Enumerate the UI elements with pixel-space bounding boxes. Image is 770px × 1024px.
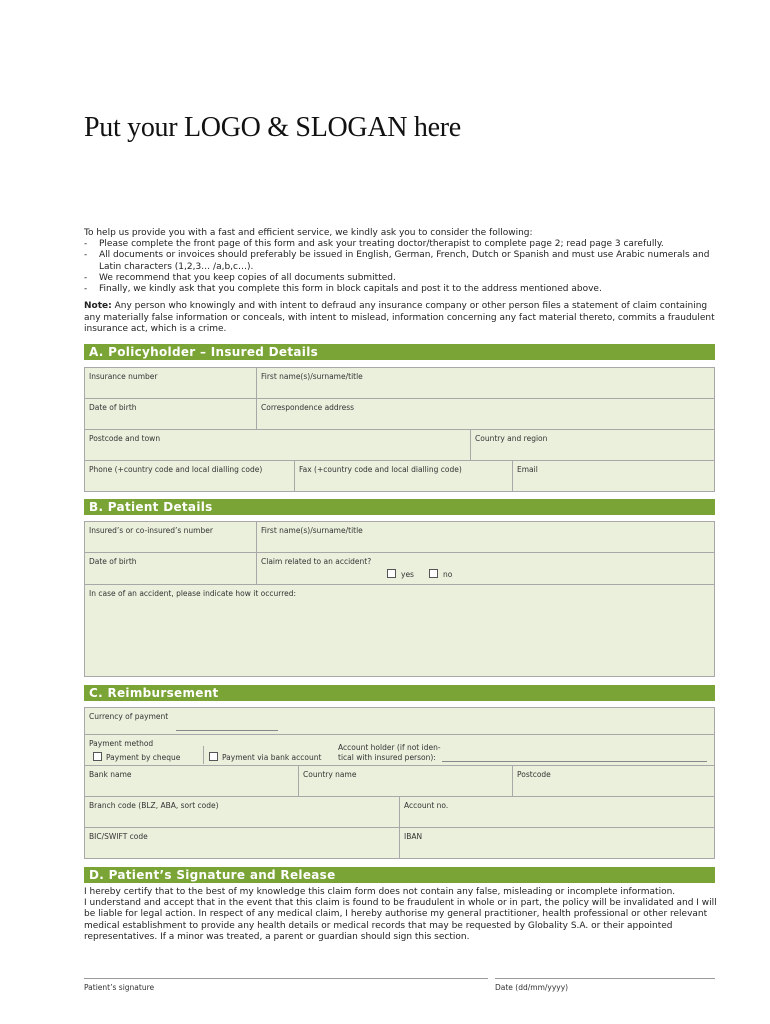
policyholder-name-label: First name(s)/surname/title <box>261 372 363 381</box>
fax-label: Fax (+country code and local dialling code) <box>299 465 462 474</box>
account-holder-label-line1: Account holder (if not iden- <box>338 743 441 752</box>
note-text: Any person who knowingly and with intent to defraud any insurance company or other person files a statement of claim containing any materially false information or conceals, with intent to mislead, information concerning any fact material thereto, commits a fraudulent insurance act, which is a crime. <box>84 301 715 335</box>
currency-underline <box>176 730 278 731</box>
patient-dob-label: Date of birth <box>89 557 137 566</box>
correspondence-address-field[interactable] <box>256 398 715 430</box>
intro-bullet-text: Please complete the front page of this form and ask your treating doctor/therapist to complete page 2; read page 3 carefully. <box>99 239 664 250</box>
bank-name-field[interactable] <box>84 765 299 797</box>
patient-name-label: First name(s)/surname/title <box>261 526 363 535</box>
phone-field[interactable] <box>84 460 295 492</box>
payment-method-divider <box>203 746 204 764</box>
section-d-header: D. Patient’s Signature and Release <box>84 867 715 883</box>
bic-swift-label: BIC/SWIFT code <box>89 832 148 841</box>
release-statement <box>84 887 720 943</box>
iban-label: IBAN <box>404 832 423 841</box>
date-label: Date (dd/mm/yyyy) <box>495 983 569 992</box>
intro-instructions <box>84 228 724 295</box>
policyholder-dob-label: Date of birth <box>89 403 137 412</box>
accident-no-label: no <box>443 570 453 579</box>
accident-no-checkbox[interactable] <box>429 569 438 578</box>
correspondence-address-label: Correspondence address <box>261 403 355 412</box>
bank-account-label: Payment via bank account <box>222 753 322 762</box>
postcode-town-label: Postcode and town <box>89 434 161 443</box>
intro-bullet-text: All documents or invoices should preferably be issued in English, German, French, Dutch or Spanish and must use Arabic numerals and Latin characters (1,2,3… /a,b,c…). <box>99 250 710 272</box>
bank-postcode-label: Postcode <box>517 770 551 779</box>
cheque-checkbox[interactable] <box>93 752 102 761</box>
insurance-number-field[interactable] <box>84 367 257 399</box>
email-label: Email <box>517 465 538 474</box>
signature-label: Patient’s signature <box>84 983 155 992</box>
currency-label: Currency of payment <box>89 712 169 721</box>
intro-bullet-text: Finally, we kindly ask that you complete this form in block capitals and post it to the address mentioned above. <box>99 284 602 295</box>
account-number-field[interactable] <box>399 796 715 828</box>
country-region-field[interactable] <box>470 429 715 461</box>
signature-line[interactable] <box>84 978 488 979</box>
payment-method-label: Payment method <box>89 739 154 748</box>
accident-question-field <box>256 552 715 585</box>
account-number-label: Account no. <box>404 801 449 810</box>
country-region-label: Country and region <box>475 434 548 443</box>
accident-yes-label: yes <box>401 570 414 579</box>
insured-number-field[interactable] <box>84 521 257 553</box>
bank-country-field[interactable] <box>298 765 513 797</box>
note-label: Note: <box>84 301 112 311</box>
release-text-2: I understand and accept that in the event that this claim is found to be fraudulent in whole or in part, the policy will be invalidated and I will be liable for legal action. In respect of any medical claim, I hereby authorise my general practitioner, health professional or other relevant medical establishment to provide any health details or medical records that may be requested by Globality S.A. or their appointed representatives. If a minor was treated, a parent or guardian should sign this section. <box>84 898 717 942</box>
patient-name-field[interactable] <box>256 521 715 553</box>
accident-description-label: In case of an accident, please indicate how it occurred: <box>89 589 297 598</box>
fraud-note <box>84 301 724 336</box>
insured-number-label: Insured’s or co-insured’s number <box>89 526 213 535</box>
branch-code-field[interactable] <box>84 796 400 828</box>
intro-bullet-dash: - <box>84 239 88 250</box>
accident-description-field[interactable] <box>84 584 715 677</box>
intro-bullet-dash: - <box>84 284 88 295</box>
bic-swift-field[interactable] <box>84 827 400 859</box>
intro-bullet <box>84 284 724 295</box>
intro-bullet <box>84 239 724 250</box>
intro-lead: To help us provide you with a fast and efficient service, we kindly ask you to consider the following: <box>84 228 533 238</box>
section-c-header: C. Reimbursement <box>84 685 715 701</box>
release-text-1: I hereby certify that to the best of my knowledge this claim form does not contain any false, misleading or incomplete information. <box>84 887 676 897</box>
email-field[interactable] <box>512 460 715 492</box>
insurance-number-label: Insurance number <box>89 372 158 381</box>
accident-question-label: Claim related to an accident? <box>261 557 372 566</box>
intro-bullet <box>84 250 724 272</box>
phone-label: Phone (+country code and local dialling code) <box>89 465 263 474</box>
policyholder-name-field[interactable] <box>256 367 715 399</box>
intro-bullet-dash: - <box>84 250 88 261</box>
postcode-town-field[interactable] <box>84 429 471 461</box>
logo-slogan-placeholder: Put your LOGO & SLOGAN here <box>84 112 461 143</box>
section-a-header: A. Policyholder – Insured Details <box>84 344 715 360</box>
patient-dob-field[interactable] <box>84 552 257 585</box>
account-holder-input[interactable] <box>442 761 707 762</box>
bank-account-checkbox[interactable] <box>209 752 218 761</box>
bank-name-label: Bank name <box>89 770 132 779</box>
policyholder-dob-field[interactable] <box>84 398 257 430</box>
branch-code-label: Branch code (BLZ, ABA, sort code) <box>89 801 219 810</box>
intro-bullet-dash: - <box>84 272 88 283</box>
account-holder-label-line2: tical with insured person): <box>338 753 436 762</box>
intro-bullet <box>84 273 724 284</box>
section-b-header: B. Patient Details <box>84 499 715 515</box>
intro-bullet-text: We recommend that you keep copies of all documents submitted. <box>99 272 396 283</box>
cheque-label: Payment by cheque <box>106 753 181 762</box>
bank-postcode-field[interactable] <box>512 765 715 797</box>
date-line[interactable] <box>495 978 715 979</box>
fax-field[interactable] <box>294 460 513 492</box>
bank-country-label: Country name <box>303 770 357 779</box>
iban-field[interactable] <box>399 827 715 859</box>
accident-yes-checkbox[interactable] <box>387 569 396 578</box>
